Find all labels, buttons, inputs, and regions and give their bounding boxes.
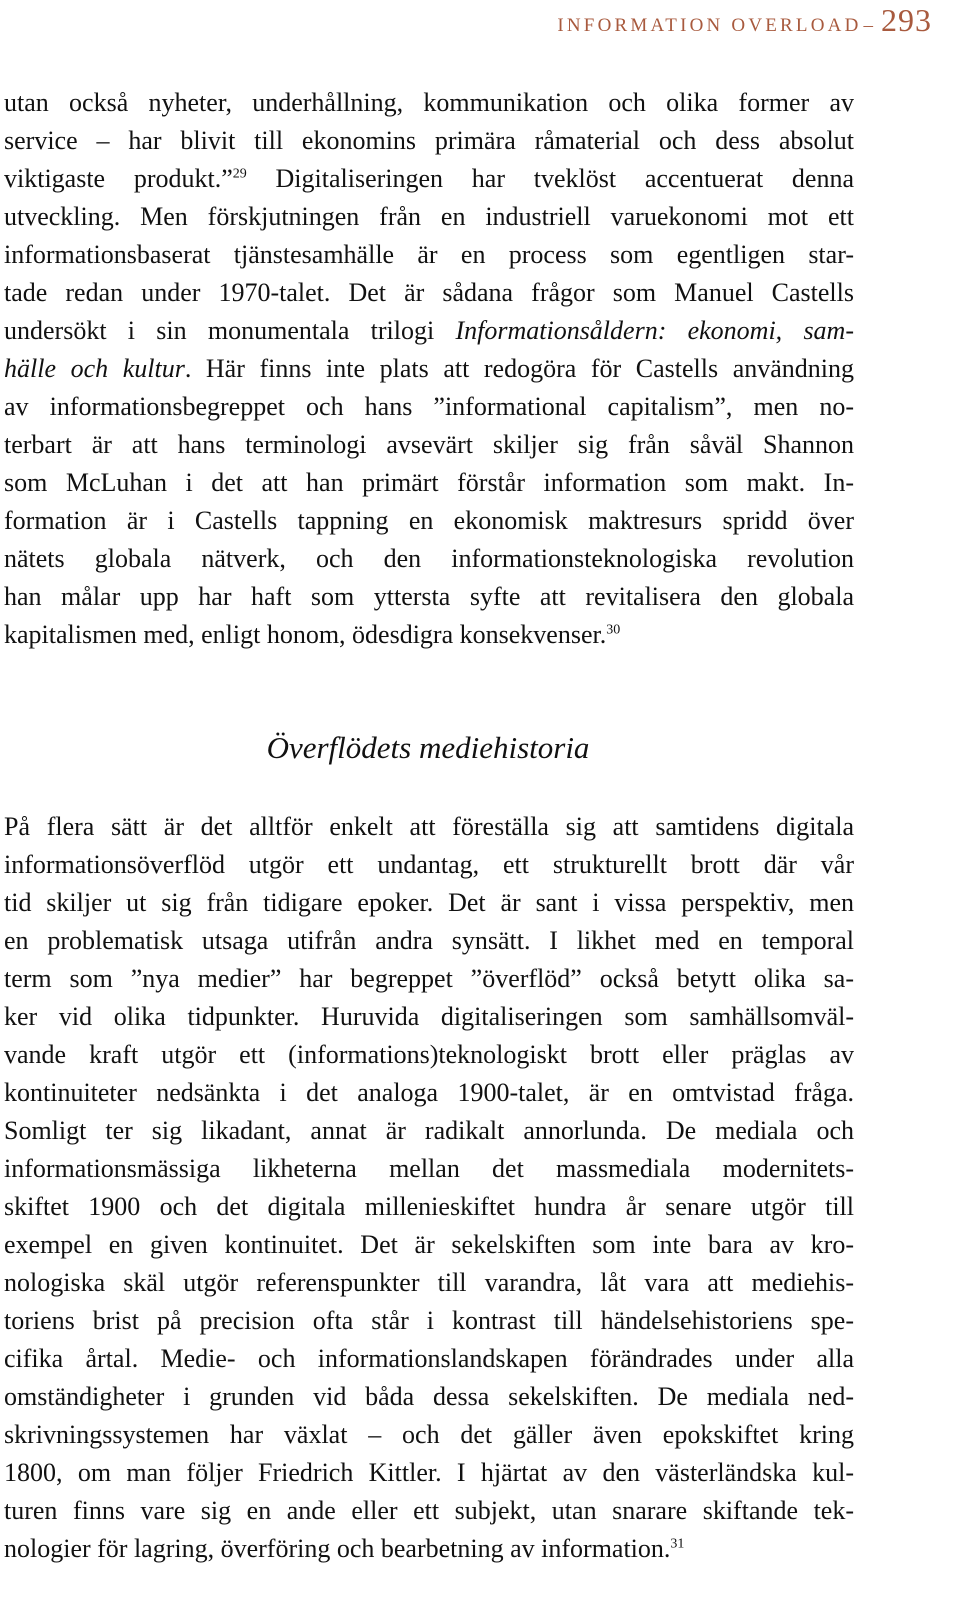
text-line: exempel en given kontinuitet. Det är sekelskiften som inte bara av kro-	[4, 1230, 854, 1259]
text-line: kontinuiteter nedsänkta i det analoga 1900-talet, är en omtvistad fråga.	[4, 1078, 854, 1107]
paragraph-section	[4, 808, 854, 1568]
text-line: informationsmässiga likheterna mellan det massmediala modernitets-	[4, 1154, 854, 1183]
running-head	[557, 2, 932, 42]
text-segment: . Här finns inte plats att redogöra för Castells användning	[184, 354, 854, 383]
text-segment: kapitalismen med, enligt honom, ödesdigra konsekvenser.	[4, 620, 607, 649]
text-line	[4, 616, 854, 654]
text-line: informationsbaserat tjänstesamhälle är en process som egentligen star-	[4, 240, 854, 269]
book-title-continued: hälle och kultur	[4, 354, 185, 383]
text-segment: undersökt i sin monumentala trilogi	[4, 316, 456, 345]
text-line	[4, 160, 854, 198]
text-line: term som ”nya medier” har begreppet ”överflöd” också betytt olika sa-	[4, 964, 854, 993]
text-line: terbart är att hans terminologi avsevärt skiljer sig från såväl Shannon	[4, 430, 854, 459]
text-line: vande kraft utgör ett (informations)teknologiskt brott eller präglas av	[4, 1040, 854, 1069]
book-title: Informationsåldern: ekonomi, sam-	[455, 316, 854, 345]
text-line: informationsöverflöd utgör ett undantag, ett strukturellt brott där vår	[4, 850, 854, 879]
text-line: utveckling. Men förskjutningen från en industriell varuekonomi mot ett	[4, 202, 854, 231]
text-line: utan också nyheter, underhållning, kommunikation och olika former av	[4, 88, 854, 117]
page-number: 293	[881, 2, 932, 38]
paragraph-continued	[4, 84, 854, 654]
text-line: han målar upp har haft som yttersta syfte att revitalisera den globala	[4, 582, 854, 611]
text-line: en problematisk utsaga utifrån andra synsätt. I likhet med en temporal	[4, 926, 854, 955]
running-head-dash: –	[863, 15, 873, 36]
footnote-ref-29: 29	[232, 166, 247, 182]
text-line: som McLuhan i det att han primärt förstår information som makt. In-	[4, 468, 854, 497]
text-line: Somligt ter sig likadant, annat är radikalt annorlunda. De mediala och	[4, 1116, 854, 1145]
text-segment: Digitaliseringen har tveklöst accentuerat denna	[246, 164, 855, 193]
text-line: tid skiljer ut sig från tidigare epoker. Det är sant i vissa perspektiv, men	[4, 888, 854, 917]
text-line: skrivningssystemen har växlat – och det gäller även epokskiftet kring	[4, 1420, 854, 1449]
text-line: formation är i Castells tappning en ekonomisk maktresurs spridd över	[4, 506, 854, 535]
text-line: cifika årtal. Medie- och informationslandskapen förändrades under alla	[4, 1344, 854, 1373]
running-title: INFORMATION OVERLOAD	[557, 15, 862, 36]
text-line: av informationsbegreppet och hans ”informational capitalism”, men no-	[4, 392, 854, 421]
section-heading: Överflödets mediehistoria	[266, 730, 590, 765]
text-line: 1800, om man följer Friedrich Kittler. I hjärtat av den västerländska kul-	[4, 1458, 854, 1487]
text-line: På flera sätt är det alltför enkelt att föreställa sig att samtidens digitala	[4, 812, 854, 841]
text-line: tade redan under 1970-talet. Det är sådana frågor som Manuel Castells	[4, 278, 854, 307]
footnote-ref-31: 31	[670, 1536, 685, 1552]
text-line: service – har blivit till ekonomins primära råmaterial och dess absolut	[4, 126, 854, 155]
text-segment: nologier för lagring, överföring och bearbetning av information.	[4, 1534, 671, 1563]
text-line	[4, 350, 854, 388]
text-line: omständigheter i grunden vid båda dessa sekelskiften. De mediala ned-	[4, 1382, 854, 1411]
text-line	[4, 1530, 854, 1568]
text-line: skiftet 1900 och det digitala millenieskiftet hundra år senare utgör till	[4, 1192, 854, 1221]
text-line: ker vid olika tidpunkter. Huruvida digitaliseringen som samhällsomväl-	[4, 1002, 854, 1031]
text-line: toriens brist på precision ofta står i kontrast till händelsehistoriens spe-	[4, 1306, 854, 1335]
text-line: nätets globala nätverk, och den informationsteknologiska revolution	[4, 544, 854, 573]
text-segment: viktigaste produkt.”	[4, 164, 233, 193]
text-line: turen finns vare sig en ande eller ett subjekt, utan snarare skiftande tek-	[4, 1496, 854, 1525]
text-line: nologiska skäl utgör referenspunkter till varandra, låt vara att mediehis-	[4, 1268, 854, 1297]
text-line	[4, 312, 854, 350]
footnote-ref-30: 30	[606, 622, 621, 638]
